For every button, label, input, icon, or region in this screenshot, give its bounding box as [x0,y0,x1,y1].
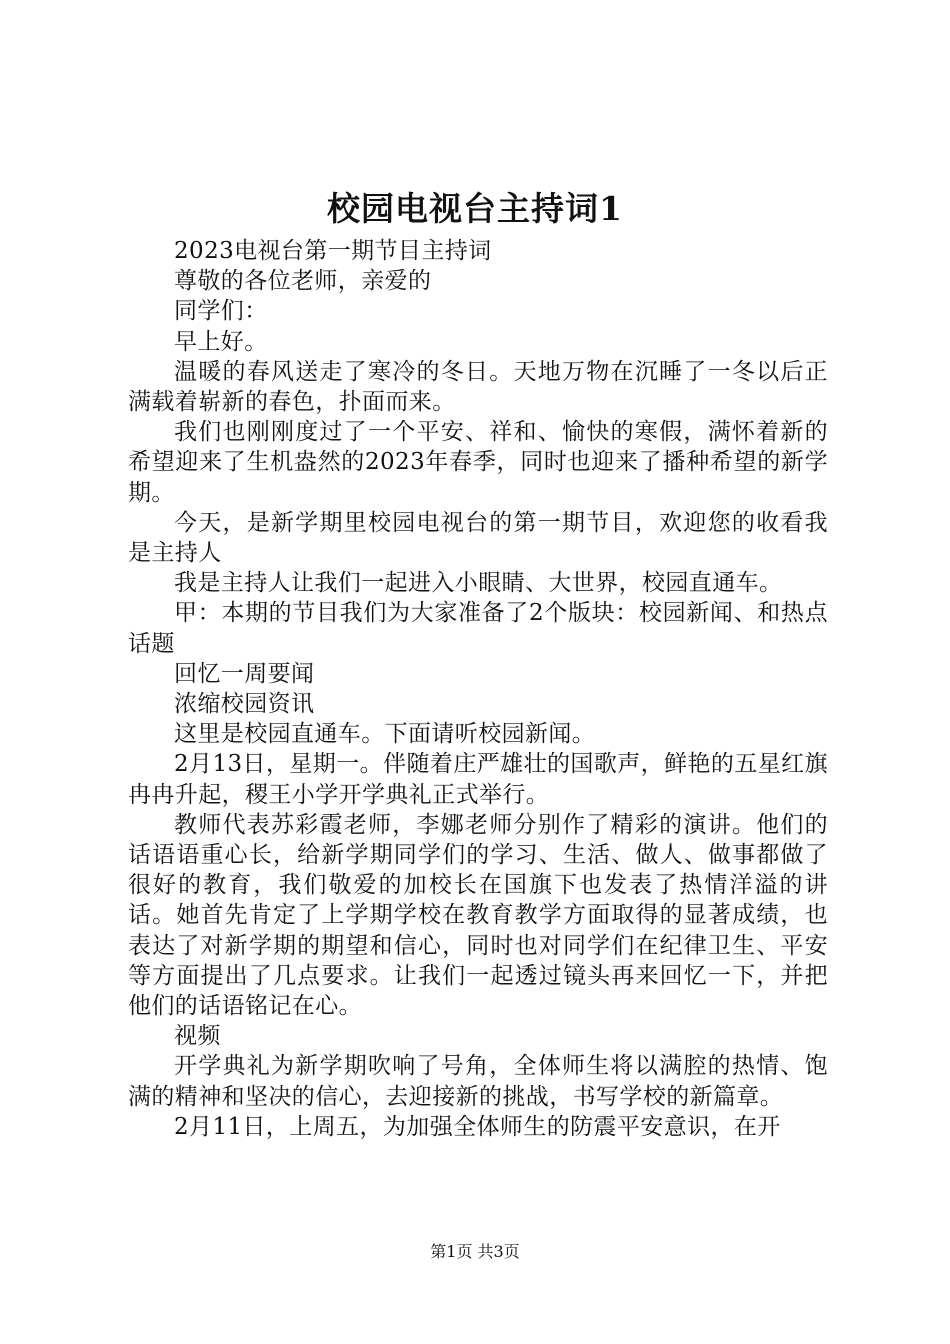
paragraph: 今天，是新学期里校园电视台的第一期节目，欢迎您的收看我是主持人 [128,509,828,567]
paragraph: 我们也刚刚度过了一个平安、祥和、愉快的寒假，满怀着新的希望迎来了生机盎然的2023年春季，同时也迎来了播种希望的新学期。 [128,419,828,506]
document-title: 校园电视台主持词1 [327,189,623,228]
paragraph: 2月11日，上周五，为加强全体师生的防震平安意识，在开 [174,1113,781,1140]
paragraph: 温暖的春风送走了寒冷的冬日。天地万物在沉睡了一冬以后正满载着崭新的春色，扑面而来。 [128,358,828,416]
paragraph: 早上好。 [174,328,268,355]
paragraph: 这里是校园直通车。下面请听校园新闻。 [174,721,596,748]
document-body [128,236,828,1142]
paragraph: 甲：本期的节目我们为大家准备了2个版块：校园新闻、和热点话题 [128,600,828,657]
paragraph: 视频 [174,1023,221,1050]
paragraph: 同学们： [174,298,268,325]
paragraph: 我是主持人让我们一起进入小眼睛、大世界，校园直通车。 [174,570,783,597]
paragraph: 2月13日，星期一。伴随着庄严雄壮的国歌声，鲜艳的五星红旗冉冉升起，稷王小学开学典礼正式举行。 [128,751,828,808]
paragraph: 教师代表苏彩霞老师，李娜老师分别作了精彩的演讲。他们的话语语重心长，给新学期同学们的学习、生活、做人、做事都做了很好的教育，我们敬爱的加校长在国旗下也发表了热情洋溢的讲话。她首先肯定了上学期学校在教育教学方面取得的显著成绩，也表达了对新学期的期望和信心，同时也对同学们在纪律卫生、平安等方面提出了几点要求。让我们一起透过镜头再来回忆一下，并把他们的话语铭记在心。 [128,811,828,1020]
paragraph: 2023电视台第一期节目主持词 [174,238,492,264]
paragraph: 尊敬的各位老师，亲爱的 [174,268,432,295]
page-footer: 第1页 共3页 [430,1242,520,1261]
paragraph: 浓缩校园资讯 [174,691,315,718]
paragraph: 回忆一周要闻 [174,660,315,687]
paragraph: 开学典礼为新学期吹响了号角，全体师生将以满腔的热情、饱满的精神和坚决的信心，去迎接新的挑战，书写学校的新篇章。 [128,1053,828,1110]
